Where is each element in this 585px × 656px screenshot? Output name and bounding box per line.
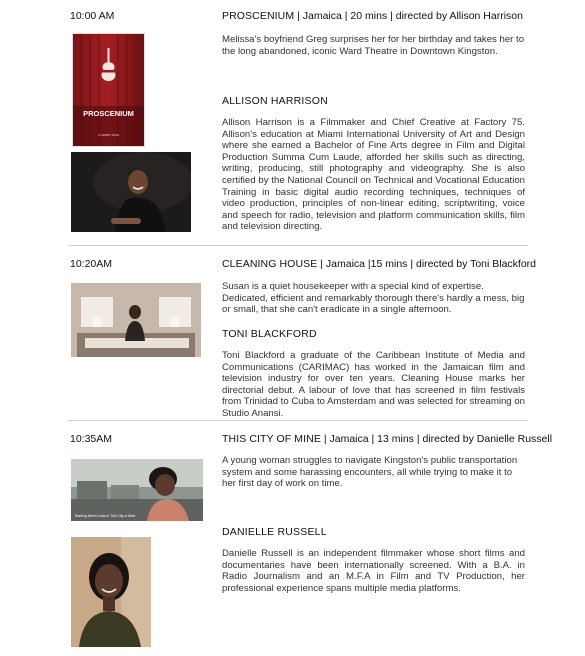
film-synopsis: Susan is a quiet housekeeper with a special kind of expertise. Dedicated, efficient and remarkably thorough there's hardly a mess, big or small, that she can't eradicate in a single afternoon. bbox=[222, 281, 525, 316]
screening-time: 10:20AM bbox=[70, 258, 113, 270]
director-photo bbox=[71, 152, 191, 232]
film-synopsis: Melissa's boyfriend Greg surprises her for her birthday and takes her to the long abandoned, iconic Ward Theatre in Downtown Kingston. bbox=[222, 34, 525, 57]
film-title: THIS CITY OF MINE bbox=[222, 433, 321, 445]
film-still bbox=[71, 283, 201, 357]
director-bio: Toni Blackford a graduate of the Caribbean Institute of Media and Communications (CARIMAC) has worked in the Jamaican film and television industry for over ten years. Cleaning House marks her directorial debut. A labour of love that has screened in film festivals from Trinidad to Cuba to Amsterdam and was selected for streaming on Studio Anansi. bbox=[222, 350, 525, 419]
film-details: | Jamaica | 20 mins | directed by Allison Harrison bbox=[294, 10, 523, 22]
film-still bbox=[71, 459, 203, 521]
director-name: ALLISON HARRISON bbox=[222, 95, 328, 107]
director-name: DANIELLE RUSSELL bbox=[222, 526, 327, 538]
screening-time: 10:35AM bbox=[70, 433, 113, 445]
section-divider bbox=[68, 420, 528, 421]
director-bio: Danielle Russell is an independent filmmaker whose short films and documentaries have been internationally screened. With a B.A. in Radio Journalism and an M.F.A in Film and TV Production, her professional experience spans multiple media platforms. bbox=[222, 548, 525, 594]
poster-title: PROSCENIUM bbox=[83, 109, 134, 118]
film-heading bbox=[222, 258, 536, 270]
film-poster bbox=[72, 33, 145, 147]
film-title: CLEANING HOUSE bbox=[222, 258, 318, 270]
film-title: PROSCENIUM bbox=[222, 10, 295, 22]
section-divider bbox=[68, 245, 528, 246]
poster-caption: A SHORT FILM bbox=[98, 133, 119, 137]
screening-time: 10:00 AM bbox=[70, 10, 115, 22]
film-heading bbox=[222, 10, 523, 22]
director-photo bbox=[71, 537, 151, 647]
director-bio: Allison Harrison is a Filmmaker and Chief Creative at Factory 75. Allison's education at Miami International University of Art and Design where she earned a Bachelor of Fine Arts degree in Film and Digital Production Summa Cum Laude, afforded her skills such as directing, writing, producing, still photography and videography. She is also certified by the National Council on Technical and Vocational Education Training in basic digital audio recording techniques, techniques of video production, principles of non-linear editing, scriptwriting, voice and speech for radio, television and platform communication skills, film and television directing. bbox=[222, 117, 525, 233]
film-synopsis: A young woman struggles to navigate Kingston's public transportation system and some harassing encounters, all while trying to make it to her first day of work on time. bbox=[222, 455, 518, 490]
film-details: | Jamaica |15 mins | directed by Toni Blackford bbox=[317, 258, 537, 270]
still-caption: Starring Nevin Lindo in This City of Mine bbox=[75, 514, 136, 518]
film-heading bbox=[222, 433, 552, 445]
film-details: | Jamaica | 13 mins | directed by Danielle Russell bbox=[320, 433, 553, 445]
director-name: TONI BLACKFORD bbox=[222, 328, 317, 340]
